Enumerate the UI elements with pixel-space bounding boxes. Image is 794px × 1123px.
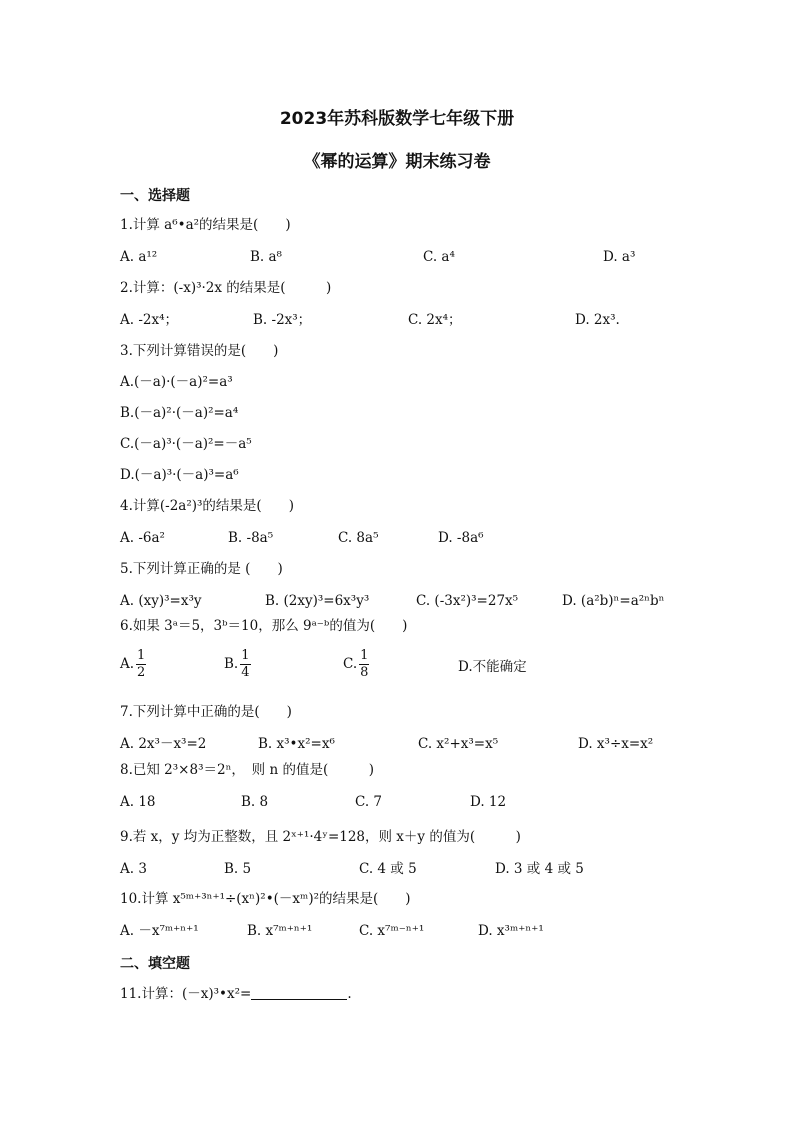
question-3-option-b: B.(－a)²·(－a)²=a⁴ <box>120 405 239 421</box>
question-6-option-a-label: A. <box>120 656 135 672</box>
question-4-option-d: D. -8a⁶ <box>438 530 484 546</box>
page-subtitle: 《幂的运算》期末练习卷 <box>303 152 491 172</box>
question-9-stem: 9.若 x，y 均为正整数，且 2ˣ⁺¹·4ʸ=128，则 x＋y 的值为( ) <box>120 829 521 845</box>
question-7-stem: 7.下列计算中正确的是( ) <box>120 704 292 720</box>
question-4-option-a: A. -6a² <box>120 530 165 546</box>
question-7-option-b: B. x³•x²=x⁶ <box>258 736 335 752</box>
page-title: 2023年苏科版数学七年级下册 <box>279 109 515 129</box>
question-9-option-a: A. 3 <box>120 861 147 877</box>
question-3-option-a: A.(－a)·(－a)²=a³ <box>120 374 233 390</box>
question-3-option-d: D.(－a)³·(－a)³=a⁶ <box>120 467 239 483</box>
question-10-option-b: B. x⁷ᵐ⁺ⁿ⁺¹ <box>247 923 313 939</box>
question-11-end: . <box>347 986 352 1002</box>
question-3-stem: 3.下列计算错误的是( ) <box>120 343 279 359</box>
question-7-option-d: D. x³÷x=x² <box>578 736 654 752</box>
question-8-option-d: D. 12 <box>470 794 507 810</box>
question-11-text: 11.计算：(－x)³•x²= <box>120 986 252 1002</box>
fraction-one-quarter: $\frac{1}{4}$ <box>241 648 250 680</box>
question-6-option-d: D.不能确定 <box>458 659 527 675</box>
question-4-stem: 4.计算(-2a²)³的结果是( ) <box>120 498 294 514</box>
question-9-option-b: B. 5 <box>224 861 252 877</box>
question-9-option-d: D. 3 或 4 或 5 <box>495 861 584 877</box>
question-8-option-b: B. 8 <box>241 794 269 810</box>
question-4-option-c: C. 8a⁵ <box>338 530 379 546</box>
question-2-option-b: B. -2x³； <box>253 312 312 328</box>
question-1-stem: 1.计算 a⁶•a²的结果是( ) <box>120 217 291 233</box>
question-10-option-d: D. x³ᵐ⁺ⁿ⁺¹ <box>478 923 544 939</box>
question-5-option-d: D. (a²b)ⁿ=a²ⁿbⁿ <box>562 593 665 609</box>
question-1-option-d: D. a³ <box>603 249 636 265</box>
question-6-option-c <box>343 648 369 681</box>
answer-blank[interactable] <box>251 986 347 1000</box>
question-1-option-c: C. a⁴ <box>423 249 455 265</box>
question-7-option-c: C. x²+x³=x⁵ <box>418 736 499 752</box>
question-8-option-a: A. 18 <box>120 794 156 810</box>
question-6-stem: 6.如果 3ᵃ＝5，3ᵇ＝10，那么 9ᵃ⁻ᵇ的值为( ) <box>120 618 408 634</box>
question-9-option-c: C. 4 或 5 <box>359 861 417 877</box>
question-8-option-c: C. 7 <box>355 794 383 810</box>
question-1-option-b: B. a⁸ <box>250 249 282 265</box>
question-10-option-a: A. －x⁷ᵐ⁺ⁿ⁺¹ <box>120 923 199 939</box>
question-3-option-c: C.(－a)³·(－a)²=－a⁵ <box>120 436 252 452</box>
question-2-option-a: A. -2x⁴； <box>120 312 179 328</box>
question-8-stem: 8.已知 2³×8³＝2ⁿ， 则 n 的值是( ) <box>120 762 374 778</box>
question-5-option-b: B. (2xy)³=6x³y³ <box>265 593 370 609</box>
section-heading-fill-in: 二、填空题 <box>120 956 190 972</box>
question-5-option-a: A. (xy)³=x³y <box>120 593 202 609</box>
question-10-stem: 10.计算 x⁵ᵐ⁺³ⁿ⁺¹÷(xⁿ)²•(－xᵐ)²的结果是( ) <box>120 891 411 907</box>
section-heading-choice: 一、选择题 <box>120 188 190 204</box>
question-5-stem: 5.下列计算正确的是 ( ) <box>120 561 283 577</box>
question-6-option-b <box>224 648 251 681</box>
question-5-option-c: C. (-3x²)³=27x⁵ <box>416 593 519 609</box>
question-2-stem: 2.计算：(-x)³·2x 的结果是( ) <box>120 280 332 296</box>
fraction-one-eighth: $\frac{1}{8}$ <box>360 648 369 680</box>
question-6-option-a <box>120 648 146 681</box>
question-2-option-c: C. 2x⁴； <box>408 312 462 328</box>
fraction-one-half: $\frac{1}{2}$ <box>137 648 146 680</box>
question-10-option-c: C. x⁷ᵐ⁻ⁿ⁺¹ <box>359 923 425 939</box>
question-11-stem <box>120 985 352 1003</box>
question-7-option-a: A. 2x³－x³=2 <box>120 736 207 752</box>
question-4-option-b: B. -8a⁵ <box>228 530 274 546</box>
question-2-option-d: D. 2x³. <box>575 312 620 328</box>
question-1-option-a: A. a¹² <box>120 249 158 265</box>
question-6-option-c-label: C. <box>343 656 358 672</box>
question-6-option-b-label: B. <box>224 656 239 672</box>
